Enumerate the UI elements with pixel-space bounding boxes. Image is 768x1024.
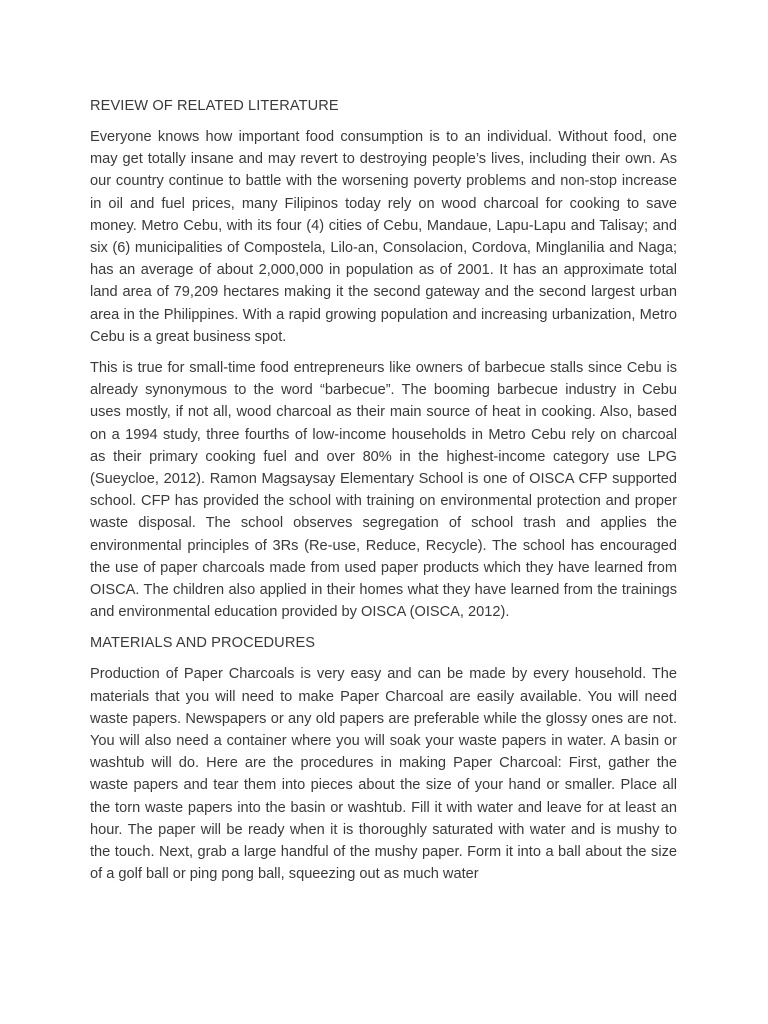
paragraph-food-consumption: Everyone knows how important food consumption is to an individual. Without food, one may get totally insane and may revert to destroying people’s lives, including their own. As our country continue to battle with the worsening poverty problems and non-stop increase in oil and fuel prices, many Filipinos today rely on wood charcoal for cooking to save money. Metro Cebu, with its four (4) cities of Cebu, Mandaue, Lapu-Lapu and Talisay; and six (6) municipalities of Compostela, Lilo-an, Consolacion, Cordova, Minglanilia and Naga; has an average of about 2,000,000 in population as of 2001. It has an approximate total land area of 79,209 hectares making it the second gateway and the second largest urban area in the Philippines. With a rapid growing population and increasing urbanization, Metro Cebu is a great business spot. [90, 129, 677, 345]
section-heading-materials: MATERIALS AND PROCEDURES [90, 635, 316, 652]
document-page [90, 95, 677, 895]
paragraph-paper-charcoal-production: Production of Paper Charcoals is very easy and can be made by every household. The materials that you will need to make Paper Charcoal are easily available. You will need waste papers. Newspapers or any old papers are preferable while the glossy ones are not. You will also need a container where you will soak your waste papers in water. A basin or washtub will do. Here are the procedures in making Paper Charcoal: First, gather the waste papers and tear them into pieces about the size of your hand or smaller. Place all the torn waste papers into the basin or washtub. Fill it with water and leave for at least an hour. The paper will be ready when it is thoroughly saturated with water and is mushy to the touch. Next, grab a large handful of the mushy paper. Form it into a ball about the size of a golf ball or ping pong ball, squeezing out as much water [90, 666, 677, 883]
paragraph-barbecue-industry: This is true for small-time food entrepreneurs like owners of barbecue stalls since Cebu is already synonymous to the word “barbecue”. The booming barbecue industry in Cebu uses mostly, if not all, wood charcoal as their main source of heat in cooking. Also, based on a 1994 study, three fourths of low-income households in Metro Cebu rely on charcoal as their primary cooking fuel and over 80% in the highest-income category use LPG (Sueycloe, 2012). Ramon Magsaysay Elementary School is one of OISCA CFP supported school. CFP has provided the school with training on environmental protection and proper waste disposal. The school observes segregation of school trash and applies the environmental principles of 3Rs (Re-use, Reduce, Recycle). The school has encouraged the use of paper charcoals made from used paper products which they have learned from OISCA. The children also applied in their homes what they have learned from the trainings and environmental education provided by OISCA (OISCA, 2012). [90, 360, 677, 621]
section-heading-review: REVIEW OF RELATED LITERATURE [90, 98, 339, 114]
